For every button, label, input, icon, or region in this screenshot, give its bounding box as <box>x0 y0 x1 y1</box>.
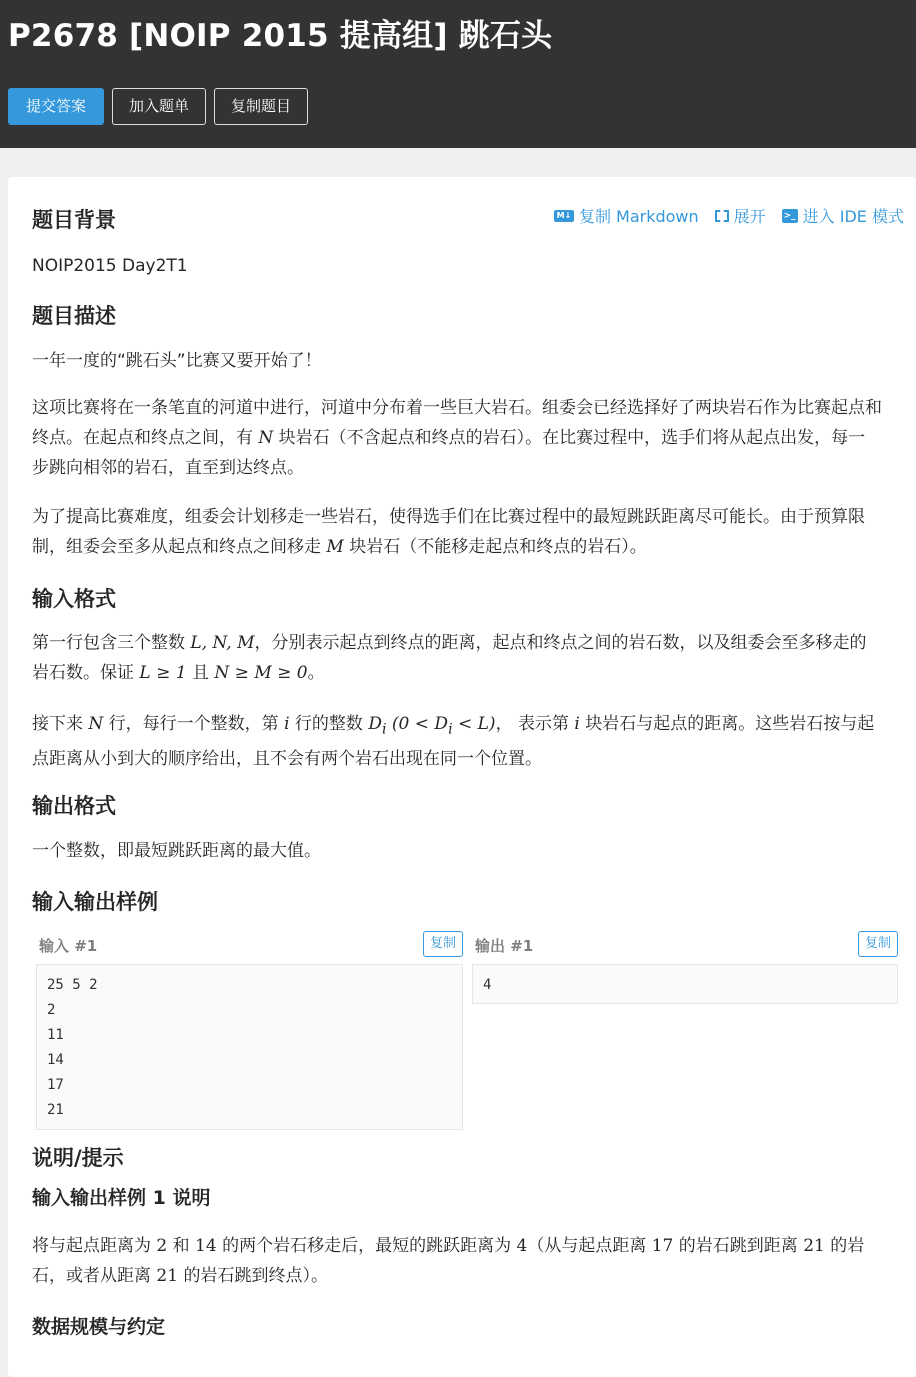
sample-input-label: 输入 #1 <box>39 937 98 955</box>
description-paragraph-1: 一年一度的“跳石头”比赛又要开始了！ <box>32 351 322 371</box>
problem-header <box>0 0 916 148</box>
ide-mode-label: 进入 IDE 模式 <box>802 207 904 226</box>
problem-card <box>8 177 916 1377</box>
hints-subheading: 输入输出样例 1 说明 <box>32 1187 211 1209</box>
description-heading: 题目描述 <box>32 304 116 328</box>
background-text: NOIP2015 Day2T1 <box>32 256 188 276</box>
data-scale-heading: 数据规模与约定 <box>32 1316 166 1338</box>
description-paragraph-2: 这项比赛将在一条笔直的河道中进行，河道中分布着一些巨大岩石。组委会已经选择好了两块岩石作为比赛起点和终点。在起点和终点之间，有 N 块岩石（不含起点和终点的岩石）。在比赛过程中，选手们将从起点出发，每一步跳向相邻的岩石，直至到达终点。 <box>32 398 882 478</box>
hints-paragraph: 将与起点距离为 2 和 14 的两个岩石移走后，最短的跳跃距离为 4（从与起点距离 17 的岩石跳到距离 21 的岩石，或者从距离 21 的岩石跳到终点）。 <box>32 1236 865 1286</box>
sample-output-code <box>472 964 898 1004</box>
add-to-list-button[interactable]: 加入题单 <box>112 88 206 125</box>
input-format-paragraph-2: 接下来 N 行，每行一个整数，第 i 行的整数 $D_i$ $(0 < D_i < L)$， 表示第 i 块岩石与起点的距离。这些岩石按与起点距离从小到大的顺序给出，且不会有两个岩石出现在同一个位置。 <box>32 714 875 770</box>
ide-mode-button[interactable] <box>782 204 904 227</box>
markdown-icon: M↓ <box>554 210 574 222</box>
terminal-icon: >_ <box>783 210 796 221</box>
sample-input-line: 2 <box>47 1002 56 1018</box>
expand-button[interactable] <box>715 204 766 227</box>
output-format-text: 一个整数，即最短跳跃距离的最大值。 <box>32 841 321 861</box>
input-format-paragraph-1: 第一行包含三个整数 L, N, M，分别表示起点到终点的距离，起点和终点之间的岩石数，以及组委会至多移走的岩石数。保证 L ≥ 1 且 N ≥ M ≥ 0。 <box>32 633 867 683</box>
header-actions <box>8 88 908 125</box>
sample-output-label: 输出 #1 <box>475 937 534 955</box>
description-paragraph-3: 为了提高比赛难度，组委会计划移走一些岩石，使得选手们在比赛过程中的最短跳跃距离尽可能长。由于预算限制，组委会至多从起点和终点之间移走 M 块岩石（不能移走起点和终点的岩石）。 <box>32 507 865 557</box>
sample-input-line: 17 <box>47 1077 64 1093</box>
sample-input-line: 25 5 2 <box>47 977 98 993</box>
input-format-heading: 输入格式 <box>32 587 116 611</box>
sample-output-line: 4 <box>483 977 492 993</box>
sample-input-line: 21 <box>47 1102 64 1118</box>
problem-toolbar <box>554 204 904 227</box>
copy-problem-button[interactable]: 复制题目 <box>214 88 308 125</box>
hints-heading: 说明/提示 <box>32 1146 124 1170</box>
copy-markdown-label: 复制 Markdown <box>578 207 699 226</box>
sample-input-code <box>36 964 463 1130</box>
background-heading: 题目背景 <box>32 208 116 232</box>
sample-input-line: 14 <box>47 1052 64 1068</box>
submit-answer-button[interactable]: 提交答案 <box>8 88 104 125</box>
copy-output-button[interactable]: 复制 <box>858 931 898 957</box>
output-format-heading: 输出格式 <box>32 794 116 818</box>
sample-input-line: 11 <box>47 1027 64 1043</box>
expand-icon <box>715 210 729 222</box>
copy-input-button[interactable]: 复制 <box>423 931 463 957</box>
problem-title: P2678 [NOIP 2015 提高组] 跳石头 <box>8 18 553 54</box>
samples-heading: 输入输出样例 <box>32 890 158 914</box>
expand-label: 展开 <box>733 207 766 226</box>
copy-markdown-button[interactable] <box>554 204 699 227</box>
